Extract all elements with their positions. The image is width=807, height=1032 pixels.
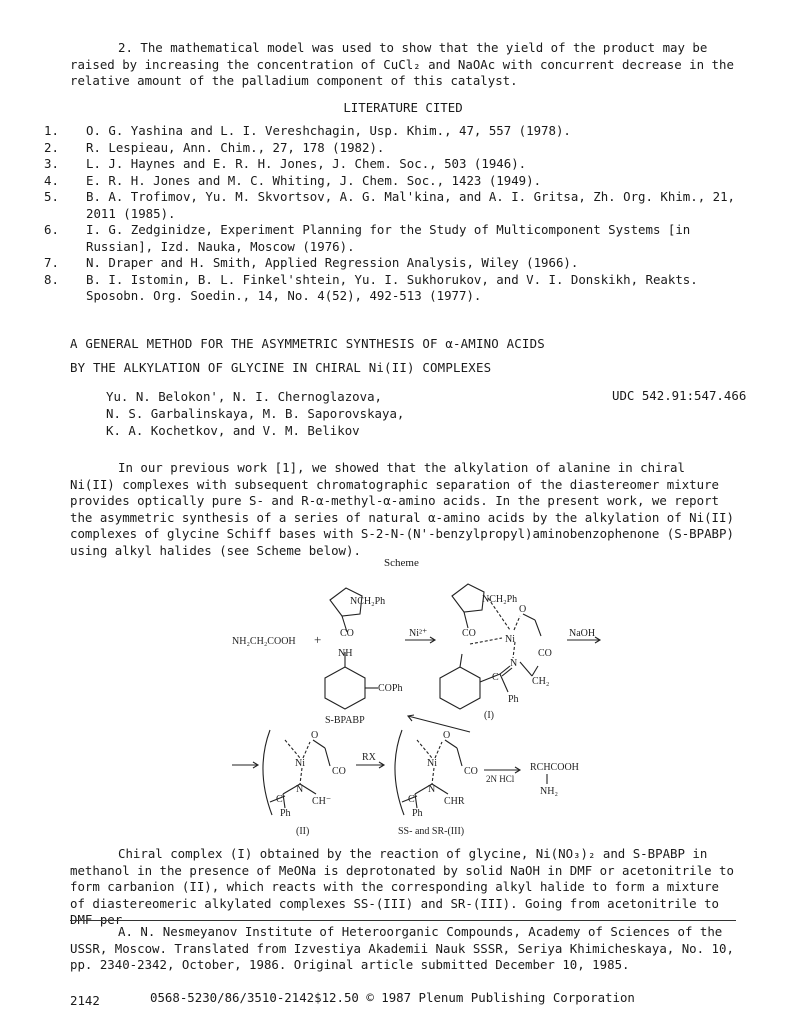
reference-number: 1.: [44, 123, 59, 138]
scheme-label-I: (I): [484, 710, 494, 721]
reference-text: R. Lespieau, Ann. Chim., 27, 178 (1982).: [86, 139, 385, 155]
reference-text: O. G. Yashina and L. I. Vereshchagin, Usp. Khim., 47, 557 (1978).: [86, 123, 571, 138]
scheme-product-bottom: NH₂: [540, 786, 558, 797]
reference-text: E. R. H. Jones and M. C. Whiting, J. Chem. Soc., 1423 (1949).: [86, 172, 542, 188]
reference-item: [44, 222, 744, 255]
affiliation-text: A. N. Nesmeyanov Institute of Heteroorganic Compounds, Academy of Sciences of the USSR, Moscow. Translated from Izvestiya Akademii Nauk SSSR, Seriya Khimicheskaya, No. 10, pp. 2340-2342, October, 1986. Original article submitted December 10, 1985.: [70, 924, 734, 972]
scheme-rx: RX: [362, 752, 376, 763]
article-title-line-2: BY THE ALKYLATION OF GLYCINE IN CHIRAL Ni(II) COMPLEXES: [70, 359, 492, 375]
reference-number: 6.: [44, 222, 59, 237]
author-list: [106, 388, 526, 439]
scheme-nch2ph-1: NCH₂Ph: [350, 596, 386, 607]
scheme-product-top: RCHCOOH: [530, 762, 579, 773]
scheme-c-3: C: [408, 794, 415, 805]
article-title: [70, 336, 770, 376]
reference-text: I. G. Zedginidze, Experiment Planning for the Study of Multicomponent Systems [in Russian], Izd. Nauka, Moscow (1976).: [86, 222, 691, 254]
scheme-c-2: C: [276, 794, 283, 805]
scheme-ch-minus: CH⁻: [312, 796, 332, 807]
author-line: K. A. Kochetkov, and V. M. Belikov: [106, 423, 360, 438]
scheme-o-3: O: [443, 730, 451, 741]
scheme-ch2: CH₂: [532, 676, 550, 687]
copyright-line: 0568-5230/86/3510-2142$12.50 © 1987 Plenum Publishing Corporation: [150, 990, 635, 1005]
reference-number: 3.: [44, 156, 59, 171]
reference-text: L. J. Haynes and E. R. H. Jones, J. Chem. Soc., 503 (1946).: [86, 156, 527, 171]
reference-number: 2.: [44, 139, 59, 155]
scheme-nh: NH: [338, 648, 353, 659]
reference-number: 5.: [44, 189, 59, 204]
reference-item: [44, 156, 744, 173]
scheme-ph-3: Ph: [412, 808, 423, 819]
scheme-caption: Scheme: [384, 557, 419, 569]
intro-paragraph-text: In our previous work [1], we showed that the alkylation of alanine in chiral Ni(II) complexes with subsequent chromatographic separation of the diastereomer mixture provides optically pure S- and R-α-methyl-α-amino acids. In the present work, we report the asymmetric synthesis of a series of natural α-amino acids by the alkylation of Ni(II) complexes of glycine Schiff bases with S-2-N-(N'-benzylpropyl)aminobenzophenone (S-BPABP) using alkyl halides (see Scheme below).: [70, 460, 734, 558]
scheme-ph-1: Ph: [508, 694, 519, 705]
reference-item: [44, 173, 744, 190]
closing-paragraph: [70, 40, 736, 90]
body-paragraph-text: Chiral complex (I) obtained by the reaction of glycine, Ni(NO₃)₂ and S-BPABP in methanol in the presence of MeONa is deprotonated by solid NaOH in DMF or acetonitrile to form carbanion (II), which reacts with the corresponding alkyl halide to form a mixture of diastereomeric alkylated complexes SS-(III) and SR-(III). Going from acetonitrile to DMF per-: [70, 846, 734, 927]
reference-item: [44, 140, 744, 157]
reference-item: [44, 272, 744, 305]
reference-text: B. A. Trofimov, Yu. M. Skvortsov, A. G. Mal'kina, and A. I. Gritsa, Zh. Org. Khim., 21, 2011 (1985).: [86, 189, 736, 221]
scheme-chr: CHR: [444, 796, 465, 807]
scheme-ph-2: Ph: [280, 808, 291, 819]
affiliation-footnote: [70, 924, 736, 974]
reference-text: N. Draper and H. Smith, Applied Regression Analysis, Wiley (1966).: [86, 255, 579, 270]
author-line: N. S. Garbalinskaya, M. B. Saporovskaya,: [106, 406, 405, 421]
intro-paragraph: [70, 460, 736, 559]
udc-code: UDC 542.91:547.466: [612, 388, 747, 403]
page-number: 2142: [70, 993, 100, 1008]
scheme-ni-2: Ni: [295, 758, 305, 769]
scheme-glycine: NH₂CH₂COOH: [232, 636, 296, 647]
scheme-coph: COPh: [378, 683, 403, 694]
reference-item: [44, 189, 744, 222]
scheme-n-1: N: [510, 658, 518, 669]
reference-number: 7.: [44, 255, 59, 270]
scheme-label-sbpabp: S-BPABP: [325, 715, 365, 726]
reference-number: 8.: [44, 271, 59, 287]
scheme-c-1: C: [492, 672, 499, 683]
scheme-ni-1: Ni: [505, 634, 515, 645]
scheme-label-II: (II): [296, 826, 310, 837]
reference-number: 4.: [44, 172, 59, 188]
body-paragraph: [70, 846, 736, 929]
reference-item: [44, 123, 744, 140]
footnote-rule: [70, 920, 736, 921]
scheme-ni-reagent: Ni²⁺: [409, 628, 428, 639]
closing-paragraph-text: 2. The mathematical model was used to show that the yield of the product may be raised by increasing the concentration of CuCl₂ and NaOAc with concurrent decrease in the relative amount of the palladium component of this catalyst.: [70, 40, 734, 88]
article-title-line-1: A GENERAL METHOD FOR THE ASYMMETRIC SYNTHESIS OF α-AMINO ACIDS: [70, 336, 545, 351]
scheme-label-III: SS- and SR-(III): [398, 826, 465, 837]
scheme-nch2ph-2: NCH₂Ph: [482, 594, 518, 605]
scheme-naoh: NaOH: [569, 628, 596, 639]
scheme-ni-3: Ni: [427, 758, 437, 769]
reference-list: [44, 123, 744, 305]
scheme-n-2: N: [296, 784, 304, 795]
author-line: Yu. N. Belokon', N. I. Chernoglazova,: [106, 389, 383, 404]
reaction-scheme: [0, 570, 807, 840]
scheme-co-4: CO: [332, 766, 346, 777]
scheme-o-1: O: [519, 604, 527, 615]
literature-heading: LITERATURE CITED: [343, 100, 463, 115]
scheme-co-3: CO: [538, 648, 552, 659]
scheme-co-5: CO: [464, 766, 478, 777]
scheme-plus: +: [314, 632, 322, 647]
scheme-hcl: 2N HCl: [486, 774, 515, 784]
scheme-co-2: CO: [462, 628, 476, 639]
reference-item: [44, 255, 744, 272]
scheme-co-1: CO: [340, 628, 354, 639]
scheme-o-2: O: [311, 730, 319, 741]
reference-text: B. I. Istomin, B. L. Finkel'shtein, Yu. I. Sukhorukov, and V. I. Donskikh, Reakts. Sposobn. Org. Soedin., 14, No. 4(52), 492-513 (1977).: [86, 271, 698, 303]
scheme-n-3: N: [428, 784, 436, 795]
